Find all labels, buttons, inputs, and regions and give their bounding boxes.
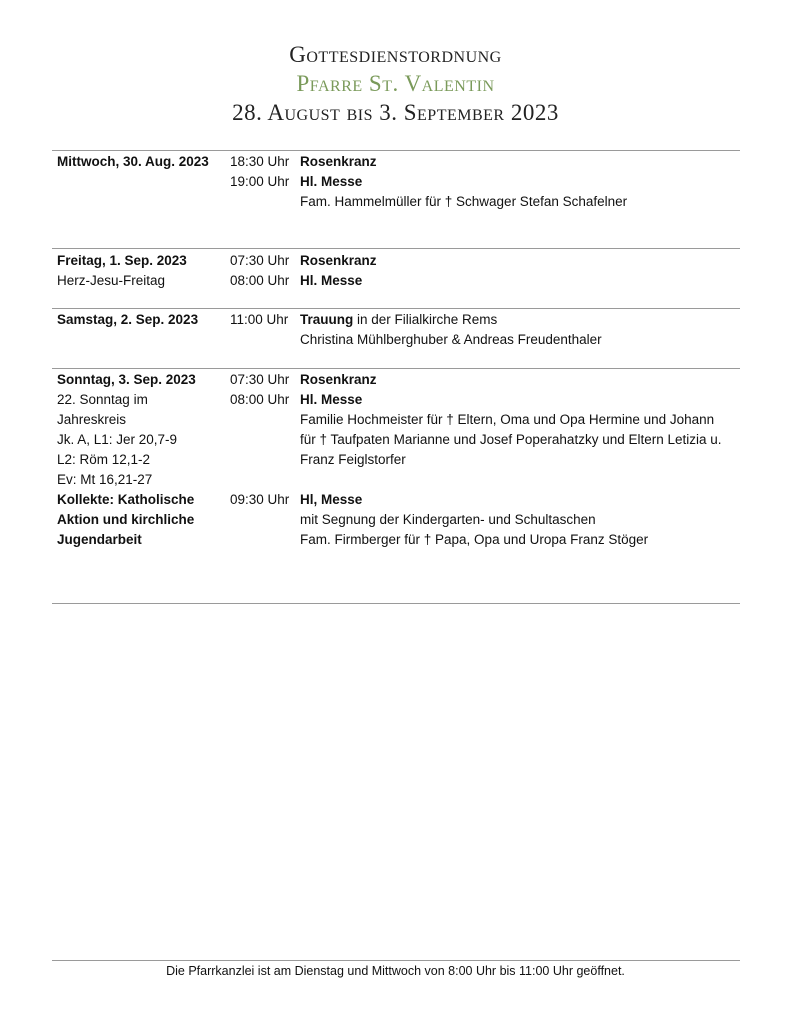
day-note: Herz-Jesu-Freitag — [57, 273, 166, 288]
event — [230, 271, 750, 291]
footer-divider — [52, 960, 740, 961]
event-intention: Fam. Firmberger für † Papa, Opa und Uropa Franz Stöger — [300, 532, 649, 547]
event-time: 18:30 Uhr — [230, 154, 290, 169]
header-title: Gottesdienstordnung — [289, 42, 502, 67]
event-time: 19:00 Uhr — [230, 174, 290, 189]
event — [230, 251, 750, 271]
header-parish: Pfarre St. Valentin — [296, 71, 495, 96]
collection-note: Aktion und kirchliche — [57, 512, 195, 527]
day-reading: Jk. A, L1: Jer 20,7-9 — [57, 432, 178, 447]
event — [230, 370, 750, 390]
divider — [52, 603, 740, 604]
event-intention: für † Taufpaten Marianne und Josef Poperahatzky und Eltern Letizia u. — [300, 432, 722, 447]
event-location: in der Filialkirche Rems — [353, 312, 498, 327]
divider — [52, 308, 740, 309]
day-date: Freitag, 1. Sep. 2023 — [57, 253, 187, 268]
day-events — [230, 310, 750, 350]
day-date: Sonntag, 3. Sep. 2023 — [57, 372, 196, 387]
header-date-range: 28. August bis 3. September 2023 — [232, 100, 559, 125]
day-info — [57, 251, 227, 291]
event — [230, 310, 750, 350]
day-events — [230, 370, 750, 550]
collection-note: Jugendarbeit — [57, 532, 142, 547]
event-title: Hl. Messe — [300, 174, 363, 189]
day-events — [230, 152, 750, 212]
day-info — [57, 370, 227, 550]
day-note: Jahreskreis — [57, 412, 127, 427]
divider — [52, 368, 740, 369]
event-time: 09:30 Uhr — [230, 492, 290, 507]
event-time: 08:00 Uhr — [230, 392, 290, 407]
event-intention: Familie Hochmeister für † Eltern, Oma und Opa Hermine und Johann — [300, 412, 715, 427]
event-title: Rosenkranz — [300, 154, 377, 169]
event — [230, 152, 750, 172]
day-info — [57, 152, 227, 172]
event-time: 11:00 Uhr — [230, 312, 289, 327]
event-time: 07:30 Uhr — [230, 372, 290, 387]
event-title: Hl. Messe — [300, 273, 363, 288]
day-events — [230, 251, 750, 291]
event-couple: Christina Mühlberghuber & Andreas Freudenthaler — [300, 332, 602, 347]
event-title: Hl, Messe — [300, 492, 363, 507]
footer-office-hours: Die Pfarrkanzlei ist am Dienstag und Mittwoch von 8:00 Uhr bis 11:00 Uhr geöffnet. — [166, 964, 625, 978]
day-date: Samstag, 2. Sep. 2023 — [57, 312, 199, 327]
event — [230, 390, 750, 470]
divider — [52, 150, 740, 151]
event-intention: Franz Feiglstorfer — [300, 452, 406, 467]
event-time: 08:00 Uhr — [230, 273, 290, 288]
page-header — [0, 40, 791, 128]
event-title: Hl. Messe — [300, 392, 363, 407]
event-intention: Fam. Hammelmüller für † Schwager Stefan Schafelner — [300, 194, 628, 209]
collection-note: Kollekte: Katholische — [57, 492, 195, 507]
day-note: 22. Sonntag im — [57, 392, 148, 407]
day-info — [57, 310, 227, 330]
day-reading: L2: Röm 12,1-2 — [57, 452, 151, 467]
event — [230, 172, 750, 212]
event-time: 07:30 Uhr — [230, 253, 290, 268]
event-note: mit Segnung der Kindergarten- und Schultaschen — [300, 512, 596, 527]
event-title: Rosenkranz — [300, 372, 377, 387]
divider — [52, 248, 740, 249]
day-date: Mittwoch, 30. Aug. 2023 — [57, 154, 209, 169]
event-title: Rosenkranz — [300, 253, 377, 268]
event — [230, 490, 750, 550]
event-title: Trauung — [300, 312, 354, 327]
day-reading: Ev: Mt 16,21-27 — [57, 472, 153, 487]
